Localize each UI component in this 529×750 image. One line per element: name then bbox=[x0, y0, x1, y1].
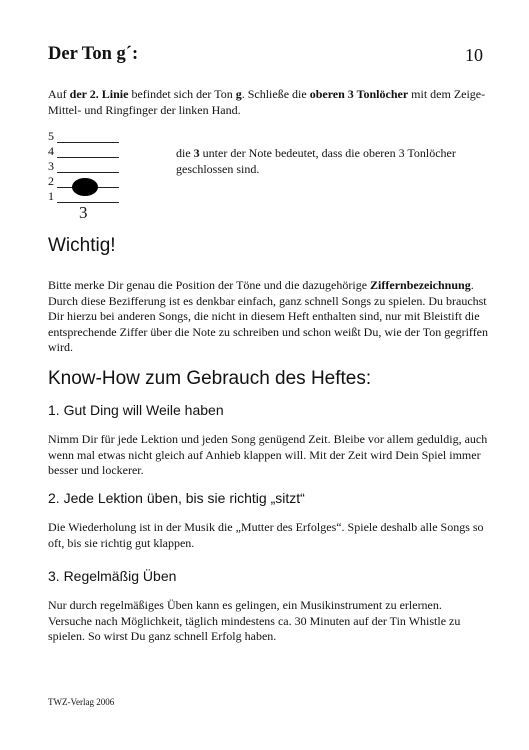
section-paragraph: Die Wiederholung ist in der Musik die „Mutter des Erfolges“. Spiele deshalb alle Songs so oft, bis sie richtig gut klappen. bbox=[48, 520, 484, 550]
fingering-number: 3 bbox=[79, 203, 88, 222]
section-heading: 2. Jede Lektion üben, bis sie richtig „sitzt“ bbox=[48, 490, 305, 506]
staff-line-label: 5 bbox=[48, 129, 54, 143]
staff-explanation: die 3 unter der Note bedeutet, dass die oberen 3 Tonlöcher geschlossen sind. bbox=[176, 146, 456, 176]
section-paragraph: Nimm Dir für jede Lektion und jeden Song genügend Zeit. Bleibe vor allem geduldig, auch wenn mal etwas nicht gleich auf Anhieb klappen will. Mit der Zeit wird Dein Spiel immer besser und lockerer. bbox=[48, 432, 488, 478]
section-paragraph: Nur durch regelmäßiges Üben kann es gelingen, ein Musikinstrument zu erlernen. Versuche nach Möglichkeit, täglich mindestens ca. 30 Minuten auf der Tin Whistle zu spielen. So wirst Du ganz schnell Erfolg haben. bbox=[48, 598, 461, 644]
knowhow-heading: Know-How zum Gebrauch des Heftes: bbox=[48, 368, 372, 389]
intro-paragraph: Auf der 2. Linie befindet sich der Ton g. Schließe die oberen 3 Tonlöcher mit dem Zeige- Mittel- und Ringfinger der linken Hand. bbox=[48, 87, 486, 117]
staff-line-label: 3 bbox=[48, 159, 54, 173]
section-heading: 1. Gut Ding will Weile haben bbox=[48, 402, 224, 418]
fingering-staff bbox=[48, 130, 128, 220]
page-number: 10 bbox=[465, 45, 483, 65]
staff-line bbox=[57, 157, 119, 158]
staff-line-label: 4 bbox=[48, 144, 54, 158]
section-heading: 3. Regelmäßig Üben bbox=[48, 568, 177, 584]
staff-line bbox=[57, 172, 119, 173]
important-paragraph: Bitte merke Dir genau die Position der Töne und die dazugehörige Ziffernbezeichnung. Durch diese Bezifferung ist es denkbar einfach, ganz schnell Songs zu spielen. Du brauchst Dir hierzu bei anderen Songs, die nicht in diesem Heft enthalten sind, nur mit Bleistift die entsprechende Ziffer über die Note zu schreiben und schon weißt Du, wie der Ton gegriffen wird. bbox=[48, 278, 489, 355]
note-head bbox=[72, 178, 98, 196]
important-heading: Wichtig! bbox=[48, 235, 116, 256]
staff-line-label: 2 bbox=[48, 174, 54, 188]
footer-publisher: TWZ-Verlag 2006 bbox=[48, 697, 115, 707]
staff-line-label: 1 bbox=[48, 189, 54, 203]
staff-line bbox=[57, 142, 119, 143]
staff-line bbox=[57, 202, 119, 203]
page-title: Der Ton g´: bbox=[48, 44, 139, 64]
